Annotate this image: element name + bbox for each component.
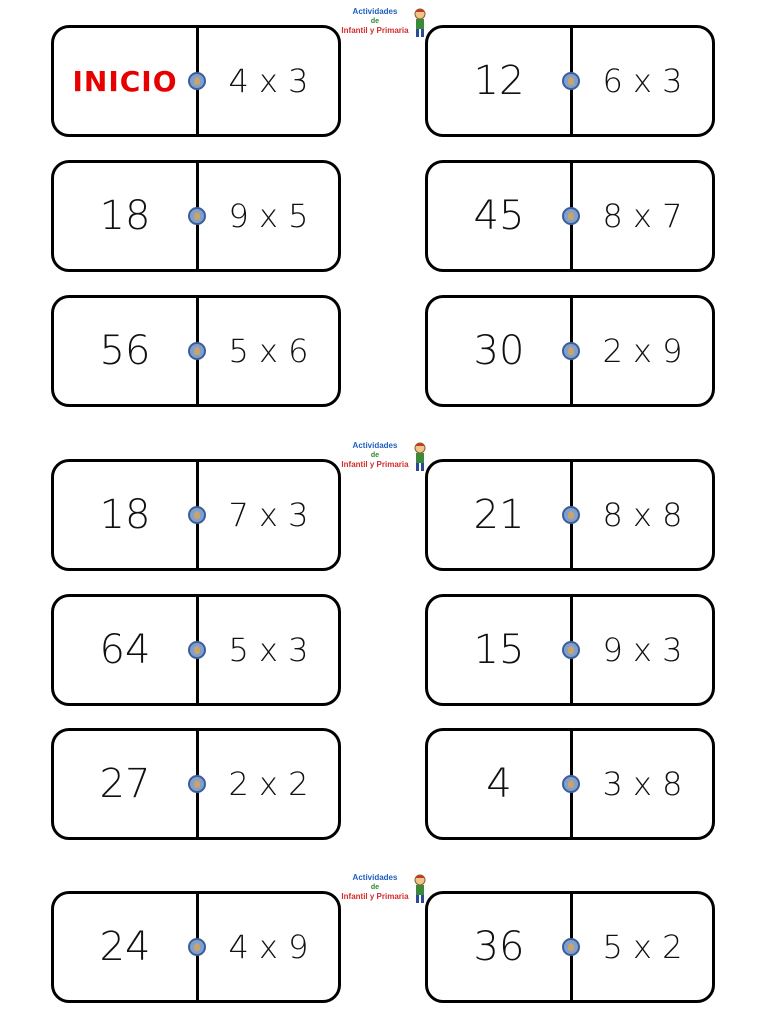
logo-text-line1: Actividades — [352, 873, 398, 882]
domino-center-icon — [562, 207, 580, 225]
domino-center-icon — [188, 506, 206, 524]
domino-multiplication: 4 x 9 — [228, 928, 309, 966]
domino-center-icon — [562, 506, 580, 524]
domino-card — [425, 295, 715, 407]
domino-card — [425, 25, 715, 137]
domino-result: 56 — [99, 328, 151, 374]
domino-card — [51, 25, 341, 137]
domino-card — [51, 160, 341, 272]
logo-text-line1: Actividades — [352, 441, 398, 450]
domino-multiplication: 2 x 9 — [602, 332, 683, 370]
domino-result: 27 — [99, 761, 151, 807]
domino-center-icon — [562, 342, 580, 360]
domino-center-icon — [188, 342, 206, 360]
domino-multiplication: 9 x 5 — [228, 197, 309, 235]
domino-multiplication: 5 x 6 — [228, 332, 309, 370]
domino-center-icon — [188, 72, 206, 90]
domino-multiplication: 2 x 2 — [228, 765, 309, 803]
logo-text-line3: Infantil y Primaria — [341, 460, 409, 469]
domino-multiplication: 6 x 3 — [602, 62, 683, 100]
domino-card — [425, 459, 715, 571]
site-logo — [340, 872, 430, 906]
domino-card — [425, 728, 715, 840]
domino-multiplication: 5 x 3 — [228, 631, 309, 669]
domino-result: 18 — [99, 193, 151, 239]
logo-text-line2: de — [370, 884, 380, 891]
domino-result: 64 — [99, 627, 151, 673]
domino-card — [425, 594, 715, 706]
domino-result: 24 — [99, 924, 151, 970]
domino-card — [51, 594, 341, 706]
domino-result: 15 — [473, 627, 525, 673]
domino-center-icon — [188, 641, 206, 659]
domino-card — [51, 295, 341, 407]
site-logo — [340, 440, 430, 474]
logo-text-line2: de — [370, 18, 380, 25]
logo-text-line2: de — [370, 452, 380, 459]
domino-multiplication: 7 x 3 — [228, 496, 309, 534]
domino-center-icon — [562, 641, 580, 659]
domino-multiplication: 4 x 3 — [228, 62, 309, 100]
kid-mascot-icon — [412, 442, 428, 472]
domino-card — [51, 891, 341, 1003]
domino-result: 21 — [473, 492, 525, 538]
domino-result: 12 — [473, 58, 525, 104]
domino-result: 30 — [473, 328, 525, 374]
kid-mascot-icon — [412, 8, 428, 38]
site-logo — [340, 6, 430, 40]
domino-result: 18 — [99, 492, 151, 538]
domino-start-label: INICIO — [72, 64, 178, 98]
domino-center-icon — [562, 775, 580, 793]
domino-multiplication: 5 x 2 — [602, 928, 683, 966]
domino-multiplication: 3 x 8 — [602, 765, 683, 803]
domino-multiplication: 9 x 3 — [602, 631, 683, 669]
domino-result: 45 — [473, 193, 525, 239]
domino-center-icon — [188, 207, 206, 225]
domino-center-icon — [562, 938, 580, 956]
logo-text-line3: Infantil y Primaria — [341, 892, 409, 901]
logo-text-line1: Actividades — [352, 7, 398, 16]
domino-multiplication: 8 x 8 — [602, 496, 683, 534]
domino-card — [51, 459, 341, 571]
domino-result: 36 — [473, 924, 525, 970]
kid-mascot-icon — [412, 874, 428, 904]
domino-multiplication: 8 x 7 — [602, 197, 683, 235]
domino-center-icon — [188, 775, 206, 793]
domino-result: 4 — [486, 761, 512, 807]
logo-text-line3: Infantil y Primaria — [341, 26, 409, 35]
domino-center-icon — [188, 938, 206, 956]
domino-card — [51, 728, 341, 840]
domino-center-icon — [562, 72, 580, 90]
domino-card — [425, 160, 715, 272]
domino-card — [425, 891, 715, 1003]
